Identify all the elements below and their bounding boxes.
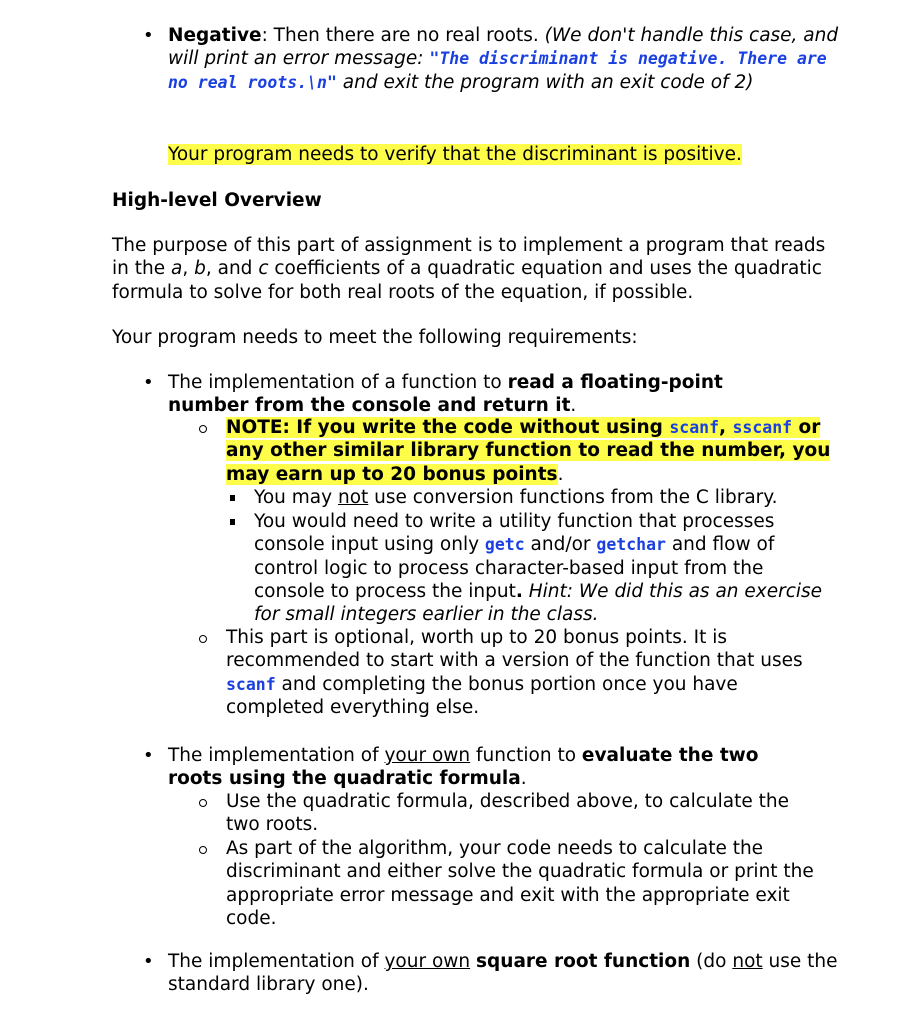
quadratic-formula-note: Use the quadratic formula, described above, to calculate the two roots. [226, 791, 789, 836]
purpose-paragraph [112, 234, 832, 304]
bullet-dot: • [143, 25, 154, 46]
req2-text [168, 744, 798, 791]
req3-underline: your own [384, 951, 471, 972]
restriction-not: not [337, 487, 369, 508]
note-bold-end: or any other similar library function to read the number, you may earn up to 20 bonus points [226, 417, 831, 485]
bullet-dot: • [143, 951, 154, 972]
utility-period: . [515, 580, 523, 602]
req3-text [168, 950, 838, 997]
req2-underline: your own [384, 745, 471, 766]
req1-post: . [570, 395, 577, 417]
conversion-restriction [254, 486, 844, 509]
error-message-code: "The discriminant is negative. There are no real roots.\n" [168, 49, 827, 92]
bonus-highlight [226, 417, 830, 485]
utility-text-3: and flow of control logic to process character-based input from the console to process the input [254, 534, 775, 602]
sub-sub-bullet [230, 519, 235, 525]
note-bold: NOTE: If you write the code without using [226, 417, 670, 438]
restriction-post: use conversion functions from the C library. [368, 487, 778, 508]
bonus-note [226, 416, 836, 486]
separator: , and [205, 258, 259, 280]
code-getchar: getchar [596, 535, 666, 555]
code-getc: getc [484, 535, 525, 555]
sub-bullet-circle [199, 846, 207, 854]
negative-text: : Then there are no real roots. [261, 25, 545, 46]
req2-pre: The implementation of [168, 745, 385, 766]
utility-function-note [254, 510, 824, 626]
optional-text-end: and completing the bonus portion once you have completed everything else. [226, 673, 738, 718]
hint-text: Hint: We did this as an exercise for small integers earlier in the class. [254, 580, 823, 626]
optional-note [226, 626, 826, 719]
req1-bold: read a floating-point number from the console and return it [168, 372, 723, 417]
sub-bullet-circle [199, 425, 207, 433]
bullet-dot: • [143, 745, 154, 766]
req3-not: not [732, 951, 763, 972]
sub-bullet-circle [199, 635, 207, 643]
purpose-text: The purpose of this part of assignment is to implement a program that reads in the [112, 235, 826, 280]
bullet-dot: • [143, 372, 154, 393]
optional-text: This part is optional, worth up to 20 bonus points. It is recommended to start with a version of the function that uses [226, 627, 803, 672]
code-scanf: scanf [669, 418, 720, 437]
utility-text: You would need to write a utility function that processes console input using only [254, 511, 775, 556]
code-sscanf: sscanf [732, 418, 793, 437]
req3-post-end: use the standard library one). [168, 951, 838, 996]
utility-text-2: and/or [524, 534, 597, 556]
req3-pre: The implementation of [168, 951, 385, 972]
discriminant-note: As part of the algorithm, your code needs to calculate the discriminant and either solve the quadratic formula or print the appropriate error message and exit with the appropriate exit code. [226, 838, 814, 929]
verify-note [168, 143, 742, 166]
sub-bullet-circle [199, 799, 207, 807]
code-scanf: scanf [226, 674, 276, 694]
note-tail: . [557, 463, 564, 485]
negative-paragraph [168, 24, 848, 94]
note-comma: , [719, 417, 733, 438]
verify-highlight: Your program needs to verify that the discriminant is positive. [168, 144, 742, 165]
req2-mid: function to [470, 745, 582, 766]
section-heading: High-level Overview [112, 190, 322, 211]
restriction-pre: You may [254, 487, 338, 508]
negative-note: (We don't handle this case, and will print an error message: [168, 25, 839, 70]
separator: , [182, 258, 195, 280]
var-a: a [171, 258, 183, 280]
requirements-intro: Your program needs to meet the following requirements: [112, 327, 638, 348]
req3-bold: square root function [476, 951, 691, 972]
purpose-text-end: coefficients of a quadratic equation and uses the quadratic formula to solve for both real roots of the equation, if possible. [112, 258, 822, 303]
negative-note-end: and exit the program with an exit code of 2) [336, 71, 754, 93]
req1-text [168, 371, 808, 418]
req2-bold: evaluate the two roots using the quadratic formula [168, 745, 759, 790]
req2-post: . [520, 768, 527, 790]
sub-sub-bullet [230, 495, 235, 501]
var-c: c [258, 258, 269, 280]
var-b: b [194, 258, 206, 280]
req1-pre: The implementation of a function to [168, 372, 508, 393]
negative-term: Negative [168, 25, 262, 46]
req3-post: (do [690, 951, 733, 972]
